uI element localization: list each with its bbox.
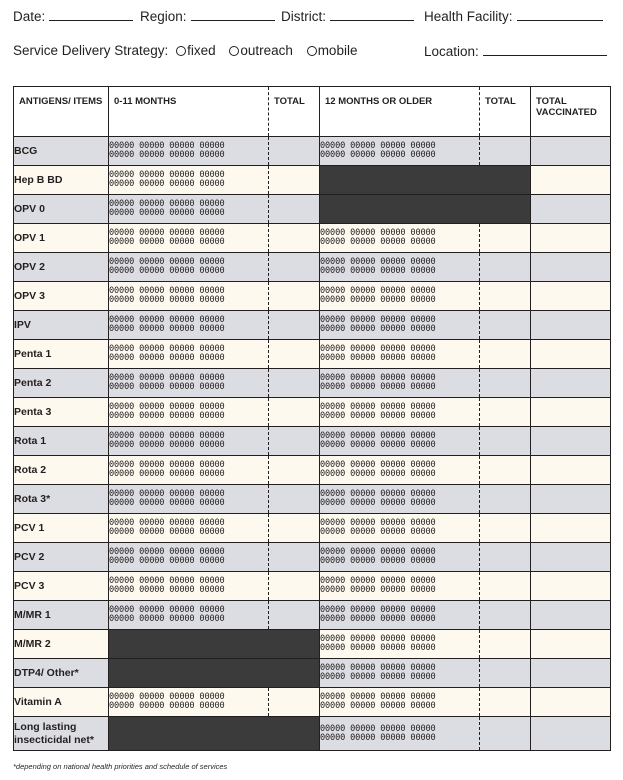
total-vaccinated-cell[interactable] bbox=[531, 427, 611, 456]
total-cell[interactable] bbox=[480, 630, 531, 659]
strategy-option-outreach[interactable] bbox=[225, 43, 293, 58]
total-vaccinated-cell[interactable] bbox=[531, 253, 611, 282]
tally-cell[interactable] bbox=[320, 340, 480, 369]
table-row bbox=[14, 195, 611, 224]
total-vaccinated-cell[interactable] bbox=[531, 166, 611, 195]
antigen-label: Penta 2 bbox=[14, 369, 109, 398]
tally-cell[interactable] bbox=[109, 688, 269, 717]
tally-cell[interactable] bbox=[320, 688, 480, 717]
tally-circles[interactable]: 00000 00000 00000 00000 bbox=[109, 199, 225, 209]
total-cell[interactable] bbox=[480, 282, 531, 311]
region-label: Region: bbox=[140, 9, 187, 24]
service-delivery-strategy bbox=[13, 43, 357, 58]
shaded-not-applicable-cell bbox=[109, 659, 320, 688]
tally-circles[interactable]: 00000 00000 00000 00000 bbox=[320, 723, 436, 734]
total-cell[interactable] bbox=[480, 572, 531, 601]
shaded-not-applicable-cell bbox=[109, 717, 320, 751]
tally-circles[interactable]: 00000 00000 00000 00000 bbox=[320, 266, 436, 276]
total-vaccinated-cell[interactable] bbox=[531, 630, 611, 659]
total-cell[interactable] bbox=[269, 282, 320, 311]
total-cell[interactable] bbox=[269, 456, 320, 485]
tally-circles[interactable]: 00000 00000 00000 00000 bbox=[320, 315, 436, 325]
tally-circles[interactable]: 00000 00000 00000 00000 bbox=[320, 576, 436, 586]
table-row bbox=[14, 311, 611, 340]
date-field[interactable] bbox=[13, 8, 133, 24]
table-row bbox=[14, 398, 611, 427]
tally-circles[interactable]: 00000 00000 00000 00000 bbox=[320, 634, 436, 644]
shaded-not-applicable-cell bbox=[320, 166, 531, 195]
total-cell[interactable] bbox=[480, 717, 531, 751]
tally-cell[interactable] bbox=[320, 543, 480, 572]
tally-circles[interactable]: 00000 00000 00000 00000 bbox=[109, 518, 225, 528]
table-row bbox=[14, 717, 611, 751]
total-cell[interactable] bbox=[269, 369, 320, 398]
strategy-option-label: fixed bbox=[187, 43, 216, 58]
table-row bbox=[14, 253, 611, 282]
shaded-not-applicable-cell bbox=[320, 195, 531, 224]
tally-circles[interactable]: 00000 00000 00000 00000 bbox=[109, 489, 225, 499]
total-cell[interactable] bbox=[269, 195, 320, 224]
total-vaccinated-cell[interactable] bbox=[531, 601, 611, 630]
total-cell[interactable] bbox=[269, 572, 320, 601]
tally-circles[interactable]: 00000 00000 00000 00000 bbox=[320, 237, 436, 247]
antigen-label: Rota 1 bbox=[14, 427, 109, 456]
antigen-label: Penta 1 bbox=[14, 340, 109, 369]
tally-circles[interactable]: 00000 00000 00000 00000 bbox=[320, 353, 436, 363]
antigen-label: BCG bbox=[14, 137, 109, 166]
tally-circles[interactable]: 00000 00000 00000 00000 bbox=[320, 643, 436, 653]
tally-circles[interactable]: 00000 00000 00000 00000 bbox=[109, 402, 225, 412]
tally-circles[interactable]: 00000 00000 00000 00000 bbox=[109, 208, 225, 218]
tally-cell[interactable] bbox=[109, 224, 269, 253]
tally-circles[interactable]: 00000 00000 00000 00000 bbox=[109, 527, 225, 537]
strategy-option-mobile[interactable] bbox=[303, 43, 358, 58]
tally-cell[interactable] bbox=[320, 456, 480, 485]
tally-cell[interactable] bbox=[109, 543, 269, 572]
tally-circles[interactable]: 00000 00000 00000 00000 bbox=[109, 605, 225, 615]
strategy-option-fixed[interactable] bbox=[172, 43, 216, 58]
antigen-label: DTP4/ Other* bbox=[14, 659, 109, 688]
tally-cell[interactable] bbox=[109, 398, 269, 427]
tally-circles[interactable]: 00000 00000 00000 00000 bbox=[320, 295, 436, 305]
tally-circles[interactable]: 00000 00000 00000 00000 bbox=[109, 344, 225, 354]
total-cell[interactable] bbox=[269, 688, 320, 717]
tally-circles[interactable]: 00000 00000 00000 00000 bbox=[320, 489, 436, 499]
total-cell[interactable] bbox=[480, 688, 531, 717]
tally-cell[interactable] bbox=[109, 166, 269, 195]
total-cell[interactable] bbox=[480, 601, 531, 630]
col-header-0-11-months: 0-11 MONTHS bbox=[109, 87, 269, 137]
tally-circles[interactable]: 00000 00000 00000 00000 bbox=[320, 431, 436, 441]
tally-circles[interactable]: 00000 00000 00000 00000 bbox=[109, 498, 225, 508]
tally-circles[interactable]: 00000 00000 00000 00000 bbox=[109, 585, 225, 595]
tally-circles[interactable]: 00000 00000 00000 00000 bbox=[109, 353, 225, 363]
tally-cell[interactable] bbox=[109, 485, 269, 514]
antigen-label: PCV 1 bbox=[14, 514, 109, 543]
tally-cell[interactable] bbox=[320, 369, 480, 398]
tally-circles[interactable]: 00000 00000 00000 00000 bbox=[320, 585, 436, 595]
col-header-total-older: TOTAL bbox=[480, 87, 531, 137]
total-cell[interactable] bbox=[480, 543, 531, 572]
antigen-label: OPV 0 bbox=[14, 195, 109, 224]
tally-circles[interactable]: 00000 00000 00000 00000 bbox=[109, 179, 225, 189]
tally-circles[interactable]: 00000 00000 00000 00000 bbox=[109, 469, 225, 479]
total-vaccinated-cell[interactable] bbox=[531, 224, 611, 253]
table-row bbox=[14, 340, 611, 369]
table-row bbox=[14, 282, 611, 311]
location-field[interactable] bbox=[424, 43, 607, 59]
tally-circles[interactable]: 00000 00000 00000 00000 bbox=[109, 150, 225, 160]
tally-circles[interactable]: 00000 00000 00000 00000 bbox=[320, 605, 436, 615]
tally-circles[interactable]: 00000 00000 00000 00000 bbox=[109, 324, 225, 334]
total-cell[interactable] bbox=[269, 514, 320, 543]
tally-circles[interactable]: 00000 00000 00000 00000 bbox=[109, 576, 225, 586]
antigen-label: PCV 2 bbox=[14, 543, 109, 572]
tally-circles[interactable]: 00000 00000 00000 00000 bbox=[320, 663, 436, 673]
header-row-1 bbox=[13, 8, 610, 26]
tally-circles[interactable]: 00000 00000 00000 00000 bbox=[109, 286, 225, 296]
tally-cell[interactable] bbox=[320, 485, 480, 514]
date-input-line[interactable] bbox=[49, 8, 133, 21]
table-row bbox=[14, 688, 611, 717]
tally-circles[interactable]: 00000 00000 00000 00000 bbox=[320, 373, 436, 383]
antigen-label: OPV 1 bbox=[14, 224, 109, 253]
col-header-antigens: ANTIGENS/ ITEMS bbox=[14, 87, 109, 137]
table-row bbox=[14, 601, 611, 630]
tally-cell[interactable] bbox=[109, 514, 269, 543]
tally-circles[interactable]: 00000 00000 00000 00000 bbox=[320, 411, 436, 421]
tally-circles[interactable]: 00000 00000 00000 00000 bbox=[109, 614, 225, 624]
tally-circles[interactable]: 00000 00000 00000 00000 bbox=[320, 150, 436, 160]
tally-cell[interactable] bbox=[320, 572, 480, 601]
total-cell[interactable] bbox=[269, 224, 320, 253]
total-vaccinated-cell[interactable] bbox=[531, 543, 611, 572]
total-vaccinated-cell[interactable] bbox=[531, 340, 611, 369]
antigen-label: M/MR 1 bbox=[14, 601, 109, 630]
tally-circles[interactable]: 00000 00000 00000 00000 bbox=[320, 469, 436, 479]
health-facility-label: Health Facility: bbox=[424, 9, 513, 24]
tally-circles[interactable]: 00000 00000 00000 00000 bbox=[320, 440, 436, 450]
total-cell[interactable] bbox=[269, 485, 320, 514]
tally-cell[interactable] bbox=[320, 398, 480, 427]
location-label: Location: bbox=[424, 44, 479, 59]
antigen-label: Vitamin A bbox=[14, 688, 109, 717]
tally-cell[interactable] bbox=[109, 572, 269, 601]
region-field[interactable] bbox=[140, 8, 275, 24]
total-cell[interactable] bbox=[480, 485, 531, 514]
table-row bbox=[14, 659, 611, 688]
tally-cell[interactable] bbox=[109, 427, 269, 456]
strategy-option-label: outreach bbox=[240, 43, 293, 58]
total-vaccinated-cell[interactable] bbox=[531, 137, 611, 166]
tally-circles[interactable]: 00000 00000 00000 00000 bbox=[320, 556, 436, 566]
total-cell[interactable] bbox=[480, 311, 531, 340]
tally-cell[interactable] bbox=[320, 717, 480, 751]
tally-circles[interactable]: 00000 00000 00000 00000 bbox=[109, 460, 225, 470]
table-row bbox=[14, 514, 611, 543]
tally-circles[interactable]: 00000 00000 00000 00000 bbox=[109, 237, 225, 247]
tally-cell[interactable] bbox=[109, 195, 269, 224]
tally-circles[interactable]: 00000 00000 00000 00000 bbox=[109, 295, 225, 305]
total-cell[interactable] bbox=[480, 456, 531, 485]
table-row bbox=[14, 137, 611, 166]
tally-cell[interactable] bbox=[109, 369, 269, 398]
tally-circles[interactable]: 00000 00000 00000 00000 bbox=[109, 315, 225, 325]
antigen-label: PCV 3 bbox=[14, 572, 109, 601]
tally-cell[interactable] bbox=[109, 456, 269, 485]
tally-circles[interactable]: 00000 00000 00000 00000 bbox=[320, 672, 436, 682]
tally-circles[interactable]: 00000 00000 00000 00000 bbox=[320, 527, 436, 537]
antigen-label: OPV 2 bbox=[14, 253, 109, 282]
tally-circles[interactable]: 00000 00000 00000 00000 bbox=[320, 701, 436, 711]
table-row bbox=[14, 427, 611, 456]
antigen-label: IPV bbox=[14, 311, 109, 340]
tally-cell[interactable] bbox=[109, 340, 269, 369]
table-row bbox=[14, 572, 611, 601]
table-row bbox=[14, 543, 611, 572]
total-vaccinated-cell[interactable] bbox=[531, 717, 611, 751]
tally-circles[interactable]: 00000 00000 00000 00000 bbox=[320, 344, 436, 354]
total-cell[interactable] bbox=[480, 224, 531, 253]
tally-cell[interactable] bbox=[109, 601, 269, 630]
tally-cell[interactable] bbox=[320, 282, 480, 311]
tally-circles[interactable]: 00000 00000 00000 00000 bbox=[320, 732, 436, 743]
table-body bbox=[14, 137, 611, 751]
tally-circles[interactable]: 00000 00000 00000 00000 bbox=[109, 411, 225, 421]
table-row bbox=[14, 224, 611, 253]
tally-circles[interactable]: 00000 00000 00000 00000 bbox=[320, 286, 436, 296]
total-vaccinated-cell[interactable] bbox=[531, 659, 611, 688]
total-vaccinated-cell[interactable] bbox=[531, 311, 611, 340]
tally-circles[interactable]: 00000 00000 00000 00000 bbox=[109, 547, 225, 557]
tally-cell[interactable] bbox=[320, 224, 480, 253]
total-cell[interactable] bbox=[269, 137, 320, 166]
tally-circles[interactable]: 00000 00000 00000 00000 bbox=[320, 692, 436, 702]
tally-circles[interactable]: 00000 00000 00000 00000 bbox=[109, 170, 225, 180]
tally-cell[interactable] bbox=[320, 427, 480, 456]
tally-cell[interactable] bbox=[320, 601, 480, 630]
total-vaccinated-cell[interactable] bbox=[531, 398, 611, 427]
tally-circles[interactable]: 00000 00000 00000 00000 bbox=[109, 701, 225, 711]
total-cell[interactable] bbox=[269, 398, 320, 427]
antigen-label: Long lasting insecticidal net* bbox=[14, 717, 109, 751]
tally-cell[interactable] bbox=[320, 137, 480, 166]
table-row bbox=[14, 485, 611, 514]
total-cell[interactable] bbox=[480, 137, 531, 166]
radio-circle-icon[interactable] bbox=[176, 46, 186, 56]
tally-circles[interactable]: 00000 00000 00000 00000 bbox=[109, 141, 225, 151]
total-vaccinated-cell[interactable] bbox=[531, 485, 611, 514]
tally-circles[interactable]: 00000 00000 00000 00000 bbox=[109, 431, 225, 441]
tally-circles[interactable]: 00000 00000 00000 00000 bbox=[320, 518, 436, 528]
total-vaccinated-cell[interactable] bbox=[531, 369, 611, 398]
antigen-label: Hep B BD bbox=[14, 166, 109, 195]
total-cell[interactable] bbox=[480, 369, 531, 398]
footnote: *depending on national health priorities and schedule of services bbox=[13, 762, 228, 771]
total-cell[interactable] bbox=[269, 166, 320, 195]
total-cell[interactable] bbox=[480, 514, 531, 543]
total-vaccinated-cell[interactable] bbox=[531, 688, 611, 717]
total-cell[interactable] bbox=[480, 340, 531, 369]
radio-circle-icon[interactable] bbox=[307, 46, 317, 56]
total-cell[interactable] bbox=[269, 340, 320, 369]
tally-cell[interactable] bbox=[320, 630, 480, 659]
table-row bbox=[14, 166, 611, 195]
total-cell[interactable] bbox=[269, 427, 320, 456]
location-input-line[interactable] bbox=[483, 43, 607, 56]
tally-circles[interactable]: 00000 00000 00000 00000 bbox=[320, 460, 436, 470]
strategy-option-label: mobile bbox=[317, 43, 358, 58]
tally-circles[interactable]: 00000 00000 00000 00000 bbox=[109, 257, 225, 267]
antigen-label: Rota 2 bbox=[14, 456, 109, 485]
tally-circles[interactable]: 00000 00000 00000 00000 bbox=[109, 556, 225, 566]
tally-cell[interactable] bbox=[109, 282, 269, 311]
total-cell[interactable] bbox=[269, 311, 320, 340]
tally-circles[interactable]: 00000 00000 00000 00000 bbox=[320, 547, 436, 557]
date-label: Date: bbox=[13, 9, 46, 24]
antigen-label: Penta 3 bbox=[14, 398, 109, 427]
antigen-label: Rota 3* bbox=[14, 485, 109, 514]
radio-circle-icon[interactable] bbox=[229, 46, 239, 56]
total-cell[interactable] bbox=[480, 398, 531, 427]
tally-circles[interactable]: 00000 00000 00000 00000 bbox=[320, 614, 436, 624]
total-cell[interactable] bbox=[269, 601, 320, 630]
tally-circles[interactable]: 00000 00000 00000 00000 bbox=[320, 228, 436, 238]
total-vaccinated-cell[interactable] bbox=[531, 572, 611, 601]
tally-circles[interactable]: 00000 00000 00000 00000 bbox=[320, 498, 436, 508]
tally-circles[interactable]: 00000 00000 00000 00000 bbox=[109, 228, 225, 238]
total-cell[interactable] bbox=[480, 427, 531, 456]
tally-circles[interactable]: 00000 00000 00000 00000 bbox=[109, 692, 225, 702]
total-vaccinated-cell[interactable] bbox=[531, 195, 611, 224]
tally-cell[interactable] bbox=[320, 659, 480, 688]
tally-circles[interactable]: 00000 00000 00000 00000 bbox=[320, 382, 436, 392]
tally-circles[interactable]: 00000 00000 00000 00000 bbox=[109, 382, 225, 392]
tally-cell[interactable] bbox=[109, 253, 269, 282]
shaded-not-applicable-cell bbox=[109, 630, 320, 659]
tally-cell[interactable] bbox=[109, 311, 269, 340]
tally-table bbox=[13, 86, 611, 751]
tally-circles[interactable]: 00000 00000 00000 00000 bbox=[320, 402, 436, 412]
tally-cell[interactable] bbox=[320, 514, 480, 543]
total-vaccinated-cell[interactable] bbox=[531, 282, 611, 311]
total-cell[interactable] bbox=[480, 659, 531, 688]
header-row-2 bbox=[13, 43, 610, 61]
tally-cell[interactable] bbox=[109, 137, 269, 166]
tally-circles[interactable]: 00000 00000 00000 00000 bbox=[109, 373, 225, 383]
total-cell[interactable] bbox=[269, 543, 320, 572]
table-row bbox=[14, 456, 611, 485]
tally-cell[interactable] bbox=[320, 311, 480, 340]
tally-circles[interactable]: 00000 00000 00000 00000 bbox=[109, 266, 225, 276]
health-facility-field[interactable] bbox=[424, 8, 603, 24]
district-label: District: bbox=[281, 9, 326, 24]
col-header-total-vaccinated: TOTAL VACCINATED bbox=[531, 87, 611, 137]
table-row bbox=[14, 369, 611, 398]
total-cell[interactable] bbox=[269, 253, 320, 282]
total-vaccinated-cell[interactable] bbox=[531, 456, 611, 485]
tally-circles[interactable]: 00000 00000 00000 00000 bbox=[320, 324, 436, 334]
tally-circles[interactable]: 00000 00000 00000 00000 bbox=[320, 141, 436, 151]
region-input-line[interactable] bbox=[191, 8, 275, 21]
tally-circles[interactable]: 00000 00000 00000 00000 bbox=[109, 440, 225, 450]
district-field[interactable] bbox=[281, 8, 414, 24]
tally-circles[interactable]: 00000 00000 00000 00000 bbox=[320, 257, 436, 267]
table-row bbox=[14, 630, 611, 659]
col-header-12-months-or-older: 12 MONTHS OR OLDER bbox=[320, 87, 480, 137]
total-cell[interactable] bbox=[480, 253, 531, 282]
table-header-row bbox=[14, 87, 611, 137]
total-vaccinated-cell[interactable] bbox=[531, 514, 611, 543]
col-header-total-infant: TOTAL bbox=[269, 87, 320, 137]
antigen-label: M/MR 2 bbox=[14, 630, 109, 659]
strategy-label: Service Delivery Strategy: bbox=[13, 43, 169, 58]
health-facility-input-line[interactable] bbox=[517, 8, 603, 21]
tally-cell[interactable] bbox=[320, 253, 480, 282]
district-input-line[interactable] bbox=[330, 8, 414, 21]
antigen-label: OPV 3 bbox=[14, 282, 109, 311]
